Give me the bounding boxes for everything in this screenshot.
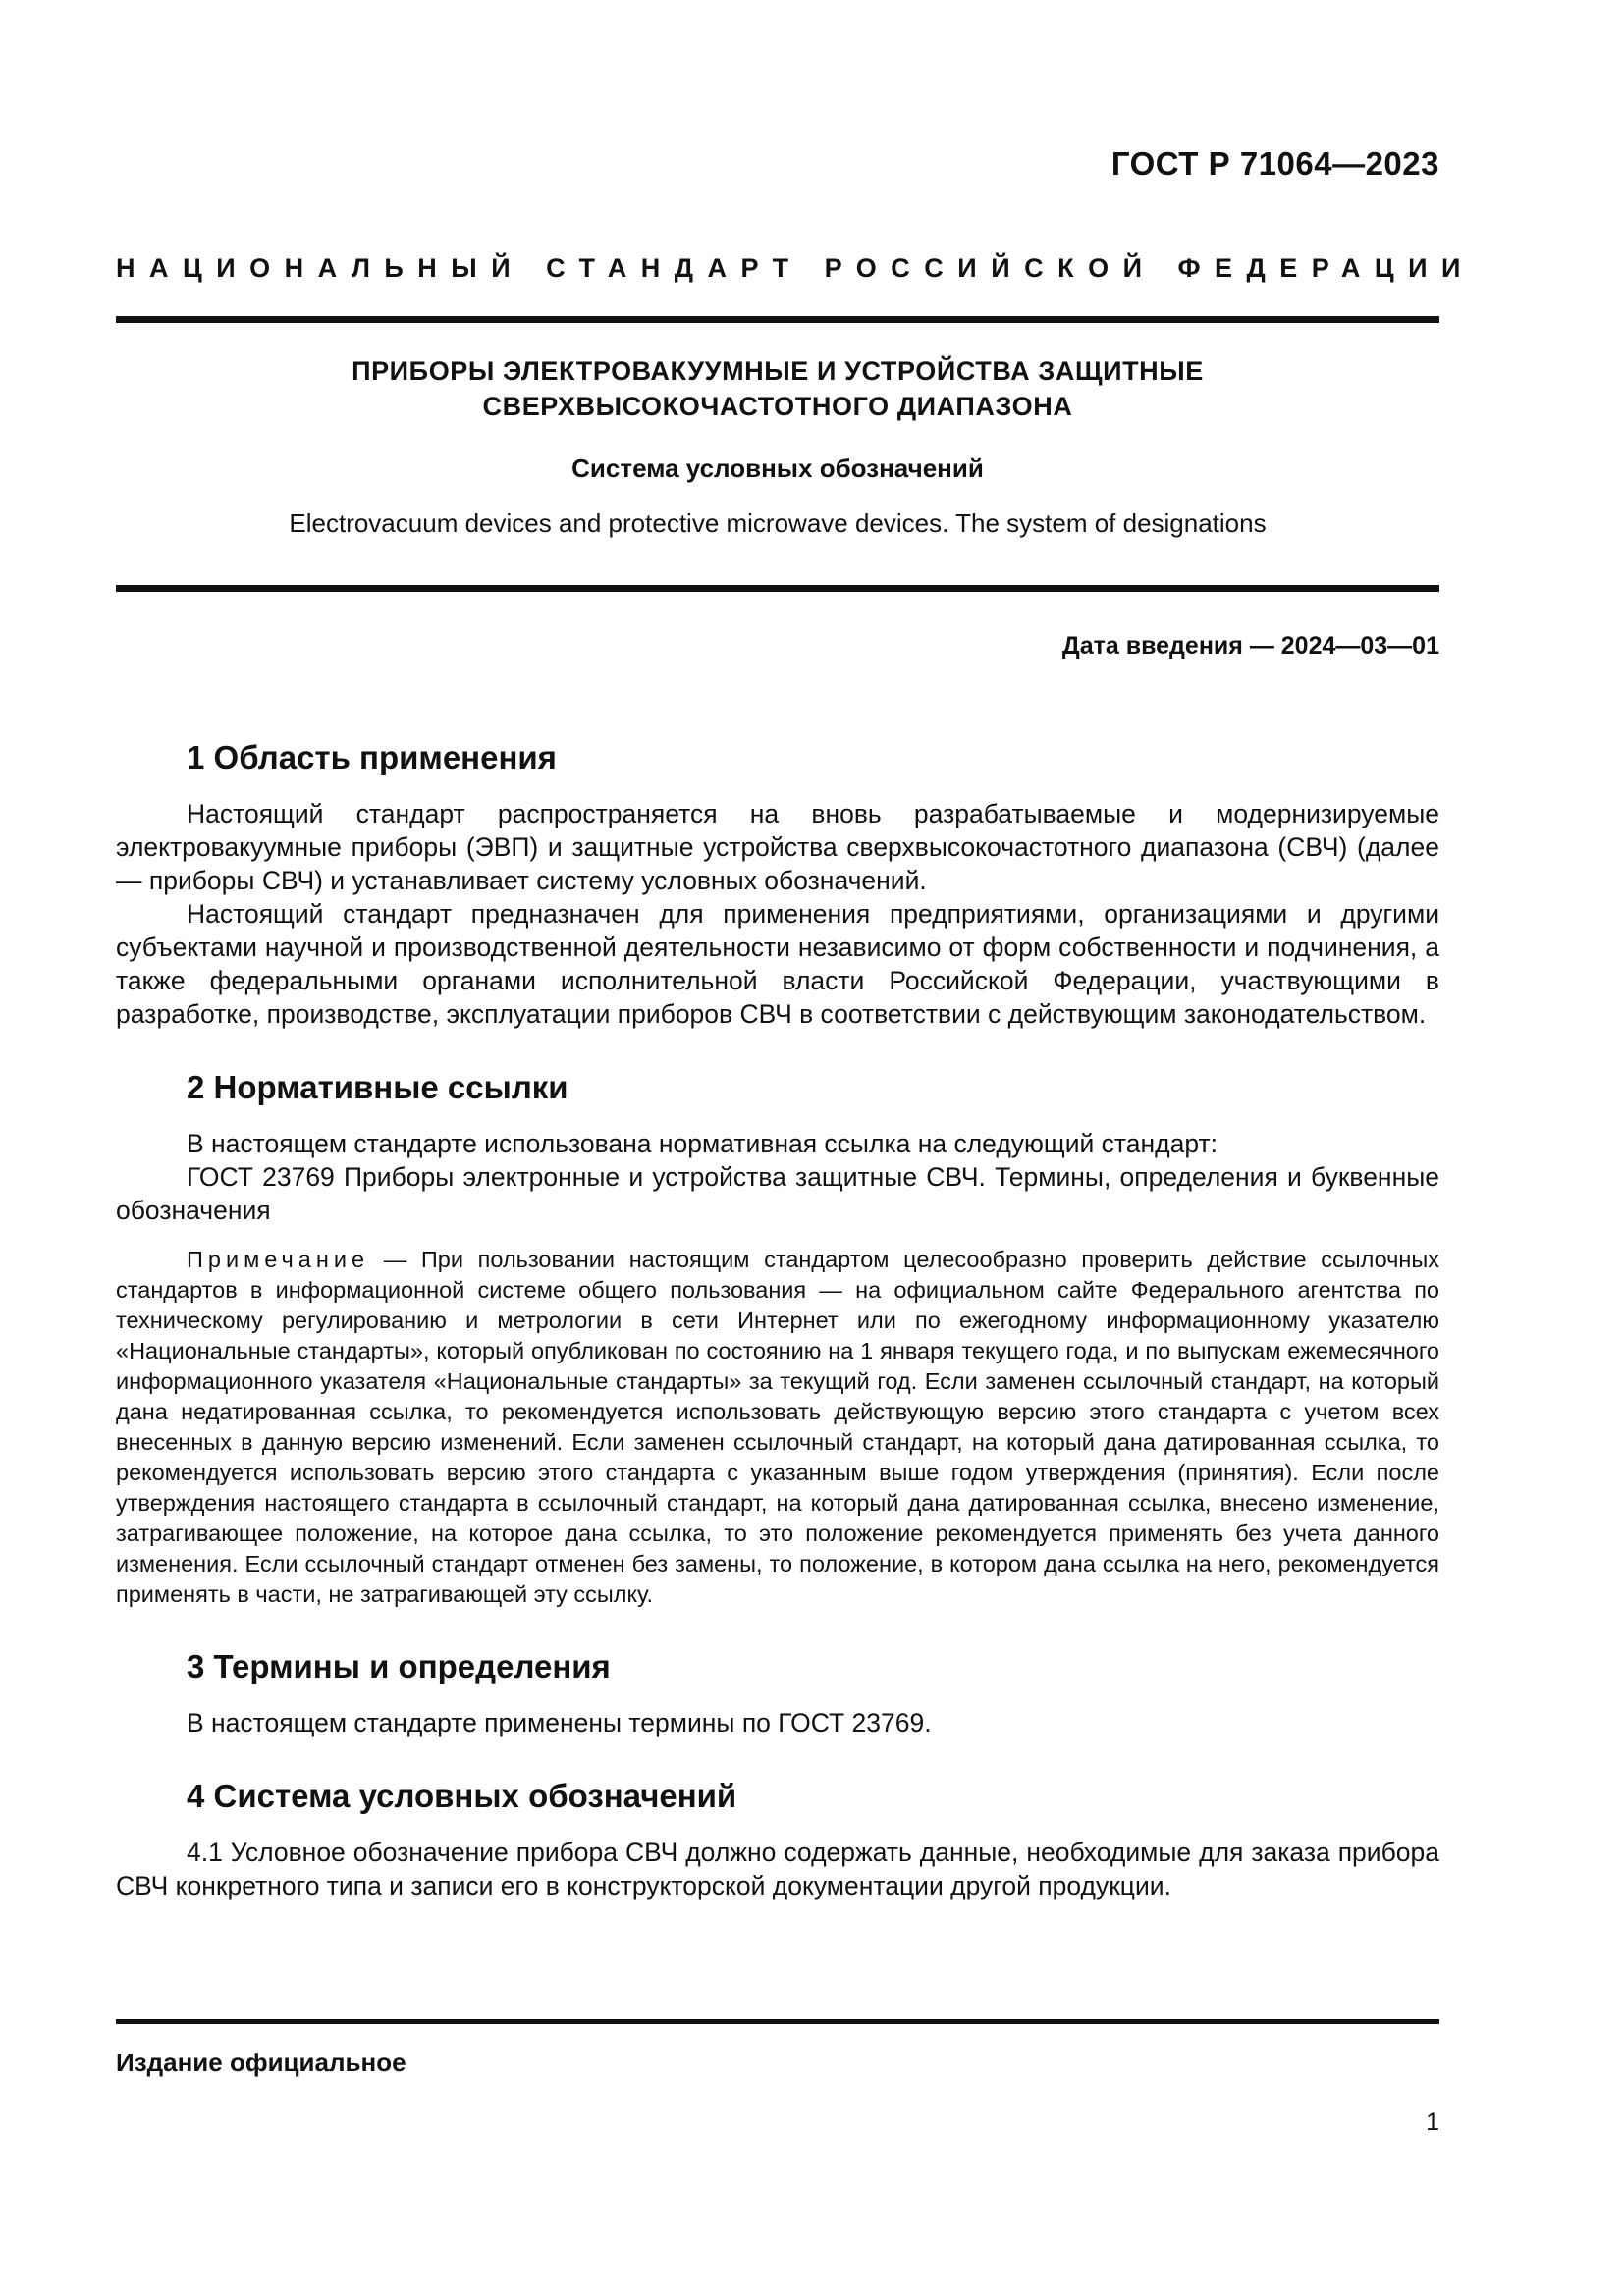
page-number: 1 bbox=[1426, 2109, 1439, 2136]
national-standard-banner: НАЦИОНАЛЬНЫЙ СТАНДАРТ РОССИЙСКОЙ ФЕДЕРАЦИИ bbox=[116, 253, 1475, 283]
header-rule bbox=[116, 316, 1439, 323]
section-heading: 2 Нормативные ссылки bbox=[187, 1069, 568, 1105]
document-title-english: Electrovacuum devices and protective microwave devices. The system of designations bbox=[289, 508, 1267, 538]
section-heading: 3 Термины и определения bbox=[187, 1648, 611, 1684]
note-text: — При пользовании настоящим стандартом целесообразно проверить действие ссылочных стандартов в информационной системе общего пользования — на официальном сайте Федерального агентства по техническому регулированию и метрологии в сети Интернет или по ежегодному информационному указателю «Национальные стандарты», который опубликован по состоянию на 1 января текущего года, и по выпускам ежемесячного информационного указателя «Национальные стандарты» за текущий год. Если заменен ссылочный стандарт, на который дана недатированная ссылка, то рекомендуется использовать действующую версию этого стандарта с учетом всех внесенных в данную версию изменений. Если заменен ссылочный стандарт, на который дана датированная ссылка, то рекомендуется использовать версию этого стандарта с указанным выше годом утверждения (принятия). Если после утверждения настоящего стандарта в ссылочный стандарт, на который дана датированная ссылка, внесено изменение, затрагивающее положение, на которое дана ссылка, то это положение рекомендуется применять без учета данного изменения. Если ссылочный стандарт отменен без замены, то положение, в котором дана ссылка на него, рекомендуется применять в части, не затрагивающей эту ссылку. bbox=[116, 1247, 1439, 1607]
paragraph: ГОСТ 23769 Приборы электронные и устройства защитные СВЧ. Термины, определения и буквенные обозначения bbox=[116, 1162, 1439, 1225]
document-title-line-2: СВЕРХВЫСОКОЧАСТОТНОГО ДИАПАЗОНА bbox=[482, 392, 1073, 421]
paragraph: Настоящий стандарт распространяется на вновь разрабатываемые и модернизируемые электровакуумные приборы (ЭВП) и защитные устройства сверхвысокочастотного диапазона (СВЧ) (далее — приборы СВЧ) и устанавливает систему условных обозначений. bbox=[116, 799, 1439, 895]
note-label: Примечание bbox=[187, 1247, 370, 1272]
section-normative-references bbox=[116, 1068, 1439, 1610]
note bbox=[116, 1245, 1439, 1610]
document-title bbox=[116, 353, 1439, 424]
section-heading: 4 Система условных обозначений bbox=[187, 1778, 737, 1814]
document-subtitle: Система условных обозначений bbox=[571, 454, 984, 483]
paragraph: В настоящем стандарте применены термины по ГОСТ 23769. bbox=[187, 1708, 932, 1737]
paragraph: Настоящий стандарт предназначен для применения предприятиями, организациями и другими субъектами научной и производственной деятельности независимо от форм собственности и подчинения, а также федеральными органами исполнительной власти Российской Федерации, участвующими в разработке, производстве, эксплуатации приборов СВЧ в соответствии с действующим законодательством. bbox=[116, 899, 1439, 1029]
section-scope bbox=[116, 738, 1439, 1031]
edition-label: Издание официальное bbox=[116, 2048, 406, 2077]
section-heading: 1 Область применения bbox=[187, 739, 557, 775]
section-designation-system bbox=[116, 1777, 1439, 1902]
document-body bbox=[116, 738, 1439, 1940]
paragraph: В настоящем стандарте использована нормативная ссылка на следующий стандарт: bbox=[187, 1129, 1218, 1158]
document-title-line-1: ПРИБОРЫ ЭЛЕКТРОВАКУУМНЫЕ И УСТРОЙСТВА ЗАЩИТНЫЕ bbox=[352, 356, 1204, 386]
section-terms bbox=[116, 1647, 1439, 1739]
document-page bbox=[116, 0, 1475, 2296]
introduction-date: Дата введения — 2024—03—01 bbox=[1061, 632, 1439, 660]
footer-rule bbox=[116, 2019, 1439, 2024]
title-rule bbox=[116, 585, 1439, 592]
paragraph: 4.1 Условное обозначение прибора СВЧ должно содержать данные, необходимые для заказа прибора СВЧ конкретного типа и записи его в конструкторской документации другой продукции. bbox=[116, 1838, 1439, 1900]
title-block bbox=[116, 353, 1439, 540]
gost-number: ГОСТ Р 71064—2023 bbox=[1110, 145, 1439, 182]
